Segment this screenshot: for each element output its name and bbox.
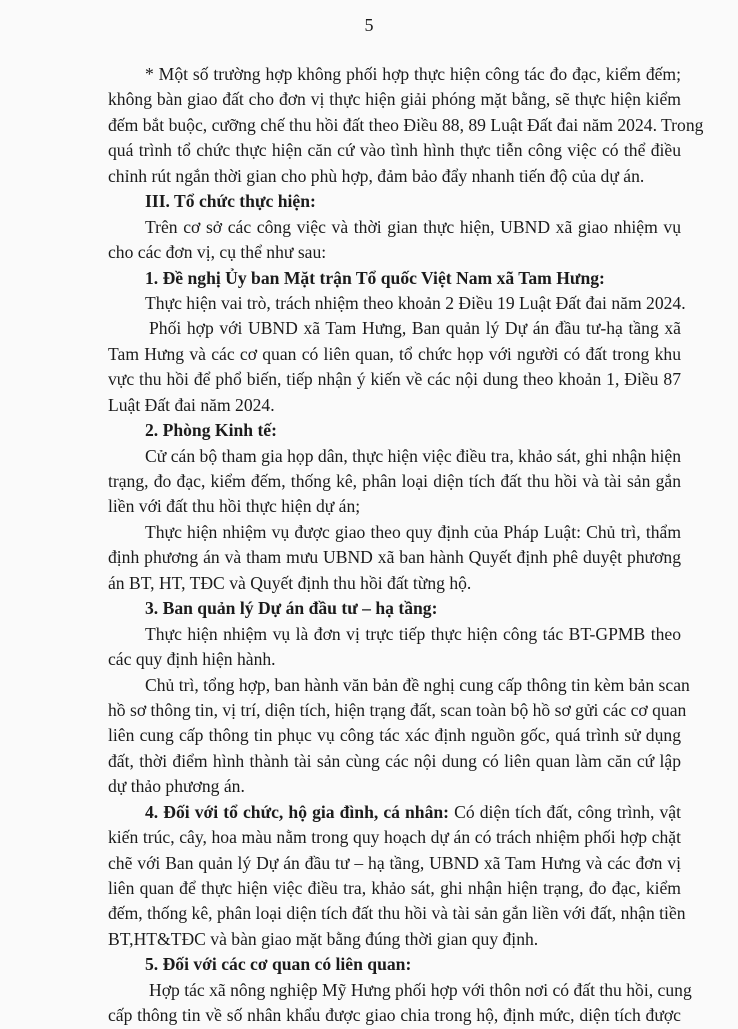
text-line: 1. Đề nghị Ủy ban Mặt trận Tổ quốc Việt Nam xã Tam Hưng:: [145, 267, 605, 288]
text-line: Phối hợp với UBND xã Tam Hưng, Ban quản lý Dự án đầu tư-hạ tầng xã: [149, 318, 681, 339]
text-line: cấp thông tin về số nhân khẩu được giao chia trong hộ, định mức, diện tích được: [108, 1005, 681, 1026]
paragraph: [108, 520, 681, 596]
text-line: định phương án và tham mưu UBND xã ban hành Quyết định phê duyệt phương: [108, 547, 681, 568]
section-heading: [108, 418, 681, 443]
paragraph: [108, 444, 681, 520]
text-line: BT,HT&TĐC và bàn giao mặt bằng đúng thời gian quy định.: [108, 928, 539, 949]
text-line: chỉnh rút ngắn thời gian cho phù hợp, đảm bảo đẩy nhanh tiến độ của dự án.: [108, 165, 645, 186]
text-line: đất, thời điểm hình thành tài sản cùng các nội dung có liên quan làm căn cứ lập: [108, 750, 681, 771]
paragraph: [108, 800, 686, 953]
text-line: quá trình tổ chức thực hiện căn cứ vào tình hình thực tiễn công việc có thể điều: [108, 140, 681, 161]
text-line: chẽ với Ban quản lý Dự án đầu tư – hạ tầng, UBND xã Tam Hưng và các đơn vị: [108, 852, 681, 873]
section-heading: [108, 189, 681, 214]
paragraph: [108, 316, 681, 418]
text-line: Luật Đất đai năm 2024.: [108, 394, 275, 415]
text-line: không bàn giao đất cho đơn vị thực hiện giải phóng mặt bằng, sẽ thực hiện kiểm: [108, 89, 681, 110]
page-number: 5: [364, 15, 374, 35]
text-line: hồ sơ thông tin, vị trí, diện tích, hiện trạng đất, scan toàn bộ hồ sơ gửi các cơ quan: [108, 699, 687, 720]
text-line: trạng, đo đạc, kiểm đếm, thống kê, phân loại diện tích đất thu hồi và tài sản gắn: [108, 471, 681, 491]
paragraph: [108, 62, 704, 189]
text-line: Hợp tác xã nông nghiệp Mỹ Hưng phối hợp với thôn nơi có đất thu hồi, cung: [149, 979, 692, 1000]
text-line: Tam Hưng và các cơ quan có liên quan, tổ chức họp với người có đất trong khu: [108, 343, 681, 364]
text-line: [108, 800, 681, 825]
text-line: 5. Đối với các cơ quan có liên quan:: [145, 954, 412, 975]
section-heading: [108, 596, 681, 621]
text-line: cho các đơn vị, cụ thể như sau:: [108, 242, 327, 263]
paragraph: [108, 978, 692, 1029]
text-line: 3. Ban quản lý Dự án đầu tư – hạ tầng:: [145, 598, 438, 619]
text-run: Có diện tích đất, công trình, vật: [449, 801, 681, 822]
text-line: Thực hiện nhiệm vụ được giao theo quy định của Pháp Luật: Chủ trì, thẩm: [145, 521, 681, 542]
text-line: liên quan để thực hiện việc điều tra, khảo sát, ghi nhận hiện trạng, đo đạc, kiểm: [108, 878, 681, 898]
section-heading: [108, 952, 681, 977]
text-line: các quy định hiện hành.: [108, 649, 276, 670]
text-line: dự thảo phương án.: [108, 776, 245, 797]
text-line: Cử cán bộ tham gia họp dân, thực hiện việc điều tra, khảo sát, ghi nhận hiện: [145, 445, 681, 466]
text-line: Thực hiện nhiệm vụ là đơn vị trực tiếp thực hiện công tác BT-GPMB theo: [145, 623, 681, 644]
text-line: liên cung cấp thông tin phục vụ công tác xác định nguồn gốc, quá trình sử dụng: [108, 725, 681, 746]
paragraph: [108, 673, 690, 800]
text-line: vực thu hồi để phổ biến, tiếp nhận ý kiến về các nội dung theo khoản 1, Điều 87: [108, 369, 681, 390]
text-line: Trên cơ sở các công việc và thời gian thực hiện, UBND xã giao nhiệm vụ: [145, 216, 681, 237]
text-line: 2. Phòng Kinh tế:: [145, 420, 277, 441]
text-line: III. Tổ chức thực hiện:: [145, 191, 316, 212]
text-line: Chủ trì, tổng hợp, ban hành văn bản đề nghị cung cấp thông tin kèm bản scan: [145, 674, 690, 695]
text-line: kiến trúc, cây, hoa màu nằm trong quy hoạch dự án có trách nhiệm phối hợp chặt: [108, 827, 681, 848]
text-line: án BT, HT, TĐC và Quyết định thu hồi đất từng hộ.: [108, 572, 472, 593]
text-line: * Một số trường hợp không phối hợp thực hiện công tác đo đạc, kiểm đếm;: [145, 64, 681, 84]
text-line: liền với đất thu hồi thực hiện dự án;: [108, 496, 361, 517]
paragraph: [108, 622, 681, 673]
section-heading: [108, 266, 681, 291]
text-line: đếm, thống kê, phân loại diện tích đất thu hồi và tài sản gắn liền với đất, nhận tiền: [108, 903, 686, 924]
paragraph: [108, 291, 686, 316]
paragraph: [108, 215, 681, 266]
text-line: Thực hiện vai trò, trách nhiệm theo khoản 2 Điều 19 Luật Đất đai năm 2024.: [145, 292, 686, 313]
text-line: đếm bắt buộc, cưỡng chế thu hồi đất theo Điều 88, 89 Luật Đất đai năm 2024. Trong: [108, 114, 704, 135]
document-body: [108, 62, 704, 1029]
bold-lead: 4. Đối với tổ chức, hộ gia đình, cá nhân:: [145, 801, 450, 822]
